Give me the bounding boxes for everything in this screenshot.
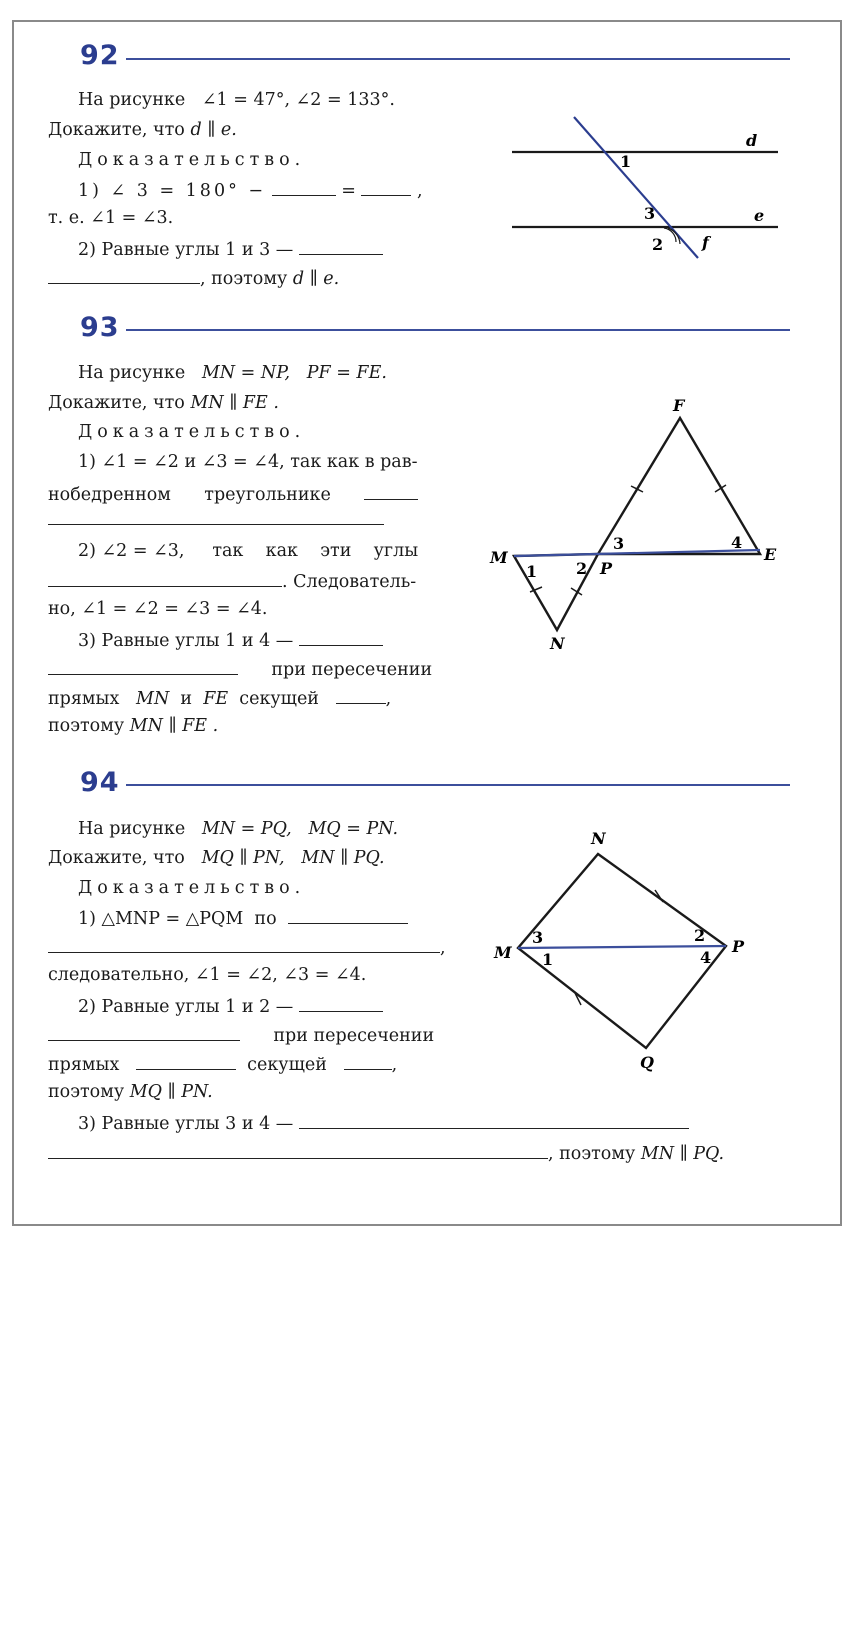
p93-step3: 3) Равные углы 1 и 4 — bbox=[78, 629, 383, 651]
label-angle-3: 3 bbox=[613, 534, 625, 553]
label-angle-1: 1 bbox=[542, 950, 554, 969]
label-Q: Q bbox=[640, 1053, 654, 1072]
label-angle-4: 4 bbox=[700, 948, 712, 967]
problem-92-number: 92 bbox=[80, 40, 120, 71]
p94-step2-cont: при пересечении bbox=[48, 1024, 434, 1046]
label-e: e bbox=[754, 206, 765, 225]
p93-given: На рисунке MN = NP, PF = FE. bbox=[78, 363, 387, 383]
p93-step1-cont: нобедренном треугольнике bbox=[48, 483, 418, 505]
label-angle-1: 1 bbox=[620, 152, 632, 171]
p94-given: На рисунке MN = PQ, MQ = PN. bbox=[78, 819, 399, 839]
p92-step2: 2) Равные углы 1 и 3 — bbox=[78, 238, 383, 260]
p93-step3-conclusion: поэтому MN ∥ FE . bbox=[48, 716, 219, 736]
p92-given: На рисунке ∠1 = 47°, ∠2 = 133°. bbox=[78, 90, 395, 110]
label-N: N bbox=[591, 829, 606, 848]
p94-step3: 3) Равные углы 3 и 4 — bbox=[78, 1112, 689, 1134]
label-angle-4: 4 bbox=[731, 533, 743, 552]
p92-step1: 1) ∠ 3 = 180° − = , bbox=[78, 181, 423, 201]
label-E: E bbox=[764, 545, 777, 564]
p92-proof-heading: Доказательство. bbox=[78, 150, 306, 170]
label-F: F bbox=[673, 396, 685, 415]
problem-93-number: 93 bbox=[80, 312, 120, 343]
p94-step1: 1) △MNP = △PQM по bbox=[78, 907, 408, 929]
p94-step1-conclusion: следовательно, ∠1 = ∠2, ∠3 = ∠4. bbox=[48, 965, 367, 985]
p94-step3-cont: , поэтому MN ∥ PQ. bbox=[48, 1142, 724, 1164]
p92-prove: Докажите, что d ∥ e. bbox=[48, 120, 237, 140]
p93-step2: 2) ∠2 = ∠3, так как эти углы bbox=[78, 541, 419, 561]
p93-step2-conclusion: но, ∠1 = ∠2 = ∠3 = ∠4. bbox=[48, 599, 268, 619]
p93-prove: Докажите, что MN ∥ FE . bbox=[48, 393, 279, 413]
p94-step1-line: , bbox=[48, 936, 446, 958]
label-M: M bbox=[490, 548, 508, 567]
p94-proof-heading: Доказательство. bbox=[78, 878, 306, 898]
p93-step3-cont: при пересечении bbox=[48, 658, 432, 680]
label-N: N bbox=[550, 634, 565, 653]
workbook-page bbox=[12, 20, 842, 1226]
p93-step2-cont: . Следователь- bbox=[48, 570, 416, 592]
label-angle-2: 2 bbox=[576, 559, 588, 578]
problem-94-number: 94 bbox=[80, 767, 120, 798]
label-P: P bbox=[732, 937, 745, 956]
label-angle-2: 2 bbox=[652, 235, 664, 254]
p94-step2-lines: прямых секущей , bbox=[48, 1055, 398, 1075]
diagonal-MP bbox=[518, 946, 726, 948]
p93-step1: 1) ∠1 = ∠2 и ∠3 = ∠4, так как в рав- bbox=[78, 452, 418, 472]
p93-proof-heading: Доказательство. bbox=[78, 422, 306, 442]
label-angle-2: 2 bbox=[694, 926, 706, 945]
p94-step2: 2) Равные углы 1 и 2 — bbox=[78, 995, 383, 1017]
label-angle-3: 3 bbox=[532, 928, 544, 947]
p93-step3-lines: прямых MN и FE секущей , bbox=[48, 689, 392, 709]
label-P: P bbox=[600, 559, 613, 578]
p92-step1-conclusion: т. е. ∠1 = ∠3. bbox=[48, 208, 174, 228]
p94-prove: Докажите, что MQ ∥ PN, MN ∥ PQ. bbox=[48, 848, 385, 868]
label-f: f bbox=[702, 233, 709, 252]
label-d: d bbox=[746, 131, 758, 150]
p94-step2-conclusion: поэтому MQ ∥ PN. bbox=[48, 1082, 213, 1102]
p92-step2-cont: , поэтому d ∥ e. bbox=[48, 267, 339, 289]
label-M: M bbox=[494, 943, 512, 962]
label-angle-3: 3 bbox=[644, 204, 656, 223]
label-angle-1: 1 bbox=[526, 562, 538, 581]
p94-figure bbox=[14, 22, 840, 1224]
